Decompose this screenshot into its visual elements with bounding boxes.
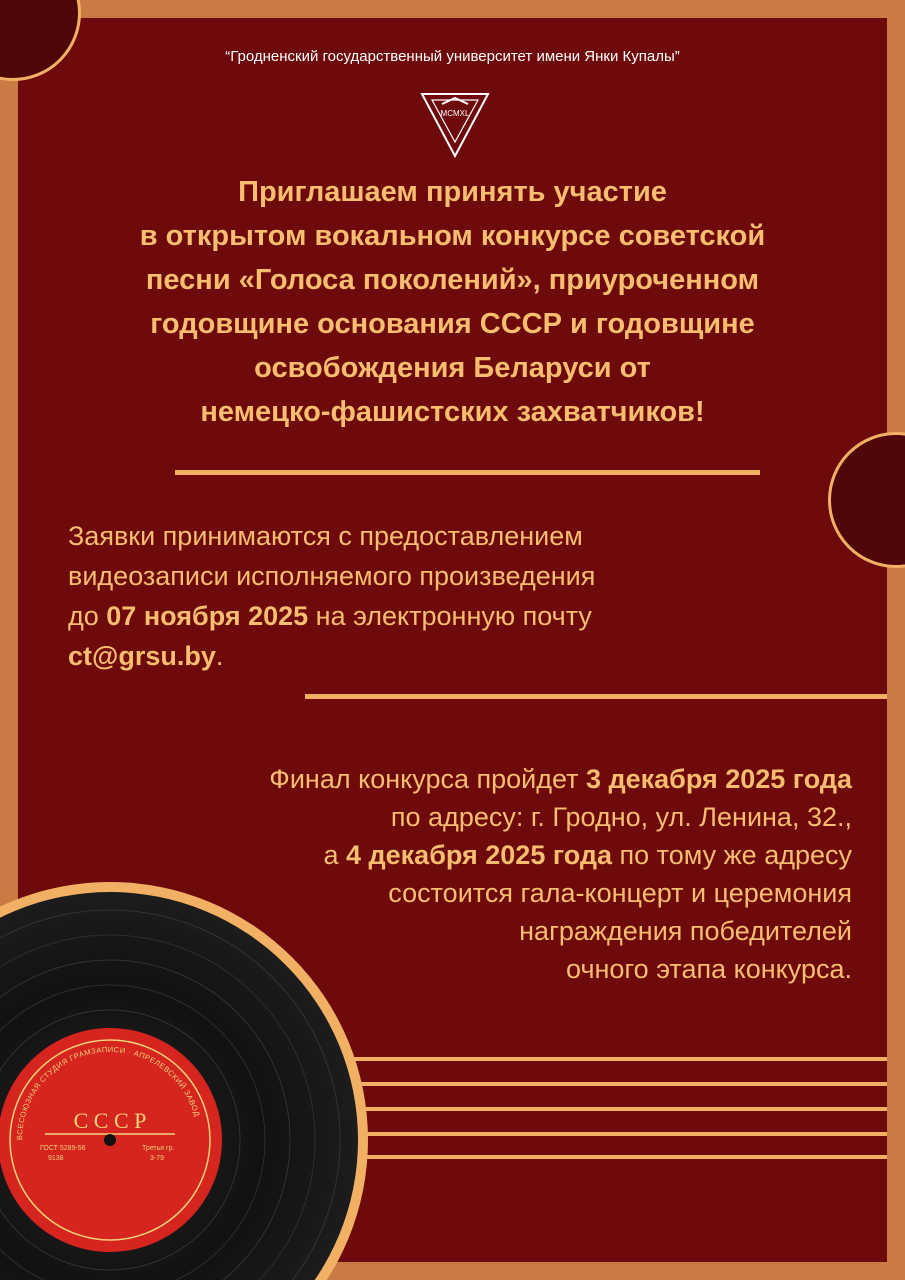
record-rim-text: ВСЕСОЮЗНАЯ СТУДИЯ ГРАМЗАПИСИ · АПРЕЛЕВСКИЙ ЗАВОД (14, 1044, 202, 1141)
record-number: 9138 (48, 1155, 64, 1162)
headline (30, 170, 875, 434)
record-tempo: Третья гр. (142, 1145, 175, 1152)
divider (305, 694, 887, 699)
headline-line: в открытом вокальном конкурсе советской (139, 220, 766, 252)
email-link[interactable]: ct@grsu.by (68, 641, 216, 671)
final-line: по адресу: г. Гродно, ул. Ленина, 32., (390, 802, 852, 832)
text: а (323, 840, 346, 870)
applications-info (68, 516, 768, 676)
record-gost: ГОСТ 5289-56 (40, 1145, 86, 1152)
text: до (68, 601, 107, 631)
university-name: “Гродненский государственный университет имени Янки Купалы” (225, 48, 680, 65)
text: на электронную почту (308, 601, 592, 631)
headline-line: Приглашаем принять участие (238, 176, 667, 208)
deadline-date: 07 ноября 2025 (106, 601, 309, 631)
text: . (215, 641, 224, 671)
divider (175, 470, 760, 475)
final-date: 3 декабря 2025 года (585, 764, 852, 794)
record-label-title: С С С Р (73, 1108, 147, 1133)
final-line (100, 760, 852, 798)
final-line: состоится гала-концерт и церемония (388, 878, 852, 908)
university-logo-icon (420, 92, 490, 158)
applications-line: Заявки принимаются с предоставлением (68, 521, 583, 551)
headline-line: освобождения Беларуси от (254, 352, 651, 384)
headline-line: годовщине основания СССР и годовщине (150, 308, 755, 340)
applications-deadline-line (68, 596, 768, 636)
stripe (305, 1107, 887, 1111)
applications-line: видеозаписи исполняемого произведения (68, 561, 596, 591)
final-line: очного этапа конкурса. (566, 954, 852, 984)
text: по тому же адресу (612, 840, 852, 870)
stripe (305, 1082, 887, 1086)
email-line (68, 636, 768, 676)
final-line: награждения победителей (519, 916, 852, 946)
stripe (305, 1155, 887, 1159)
logo-text: MCMXL (440, 109, 470, 118)
vinyl-record-icon (0, 880, 370, 1280)
stripe (305, 1057, 887, 1061)
stripe (305, 1132, 887, 1136)
headline-line: песни «Голоса поколений», приуроченном (145, 264, 760, 296)
text: Финал конкурса пройдет (269, 764, 586, 794)
record-speed: 3-79 (150, 1155, 165, 1162)
final-line (100, 836, 852, 874)
headline-line: немецко-фашистских захватчиков! (200, 396, 705, 428)
gala-date: 4 декабря 2025 года (346, 840, 613, 870)
